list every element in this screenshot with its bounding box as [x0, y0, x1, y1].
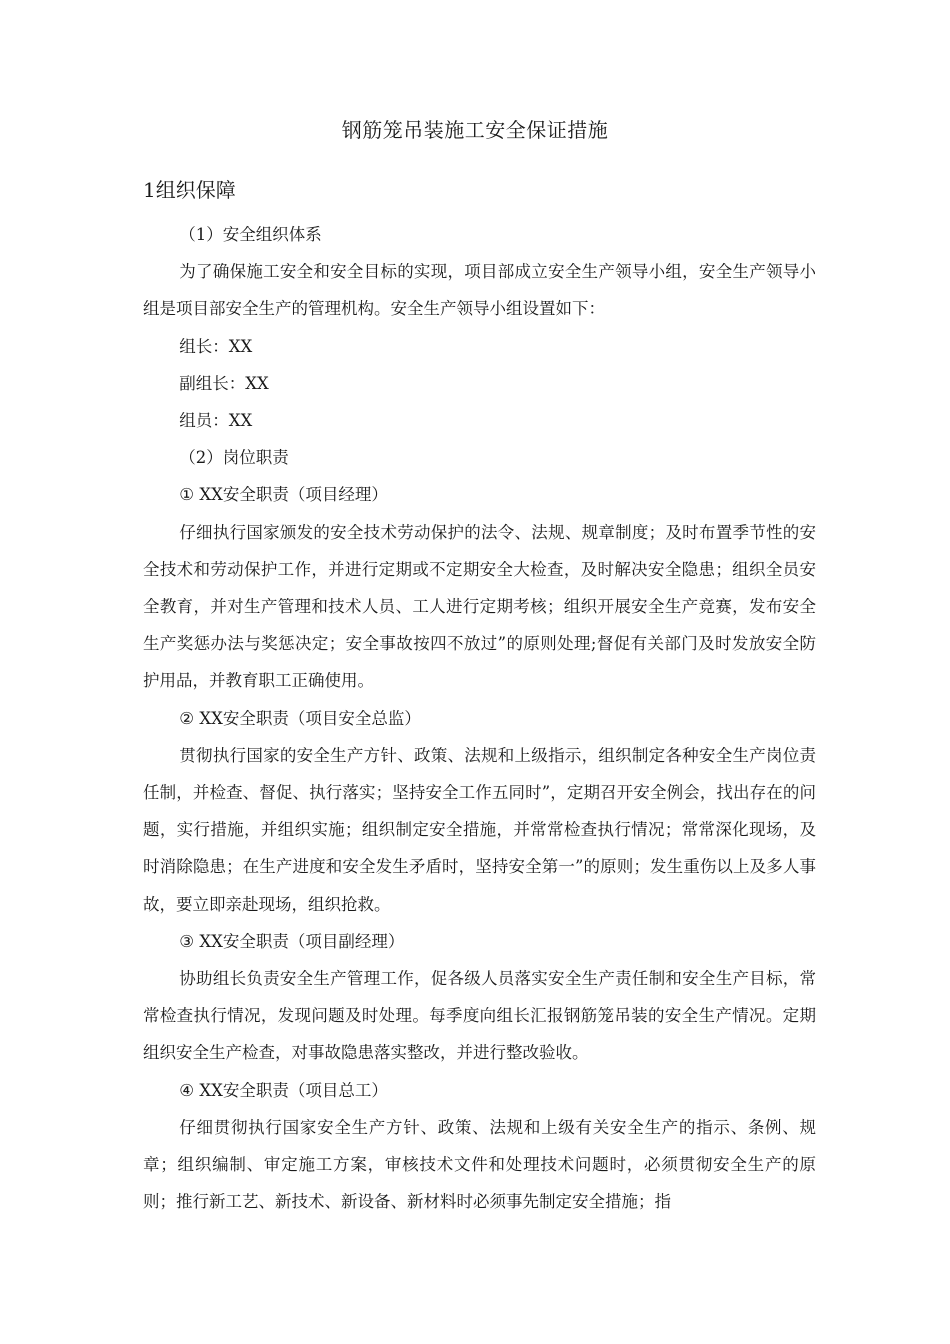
paragraph: 协助组长负责安全生产管理工作，促各级人员落实安全生产责任制和安全生产目标，常常检查执行情况，发现问题及时处理。每季度向组长汇报钢筋笼吊装的安全生产情况。定期组织安全生产检查，对事故隐患落实整改，并进行整改验收。	[143, 969, 816, 1063]
paragraph: 贯彻执行国家的安全生产方针、政策、法规和上级指示，组织制定各种安全生产岗位责任制，并检查、督促、执行落实；坚持安全工作五同时”，定期召开安全例会，找出存在的问题，实行措施，并组织实施；组织制定安全措施，并常常检查执行情况；常常深化现场，及时消除隐患；在生产进度和安全发生矛盾时，坚持安全第一”的原则；发生重伤以上及多人事故，要立即亲赴现场，组织抢救。	[143, 745, 816, 914]
paragraph: 仔细执行国家颁发的安全技术劳动保护的法令、法规、规章制度；及时布置季节性的安全技术和劳动保护工作，并进行定期或不定期安全大检查，及时解决安全隐患；组织全员安全教育，并对生产管理和技术人员、工人进行定期考核；组织开展安全生产竞赛，发布安全生产奖惩办法与奖惩决定；安全事故按四不放过”的原则处理;督促有关部门及时发放安全防护用品，并教育职工正确使用。	[143, 522, 816, 691]
document-title: 钢筋笼吊装施工安全保证措施	[341, 118, 609, 142]
subheading-duties: （2）岗位职责	[179, 448, 289, 468]
member-line: 副组长：XX	[179, 373, 269, 393]
paragraph: 仔细贯彻执行国家安全生产方针、政策、法规和上级有关安全生产的指示、条例、规章；组织编制、审定施工方案，审核技术文件和处理技术问题时，必须贯彻安全生产的原则；推行新工艺、新技术、新设备、新材料时必须事先制定安全措施；指	[143, 1117, 816, 1212]
paragraph: 为了确保施工安全和安全目标的实现，项目部成立安全生产领导小组，安全生产领导小组是项目部安全生产的管理机构。安全生产领导小组设置如下：	[143, 262, 816, 319]
duty-heading: ① XX安全职责（项目经理）	[179, 485, 388, 505]
member-line: 组员：XX	[179, 411, 253, 431]
duty-heading: ④ XX安全职责（项目总工）	[179, 1080, 388, 1100]
section-heading: 1组织保障	[143, 178, 236, 202]
subheading-organization: （1）安全组织体系	[179, 225, 322, 244]
duty-heading: ② XX安全职责（项目安全总监）	[179, 708, 421, 728]
section-body	[143, 216, 816, 1220]
duty-heading: ③ XX安全职责（项目副经理）	[179, 931, 405, 951]
member-line: 组长：XX	[179, 336, 253, 356]
